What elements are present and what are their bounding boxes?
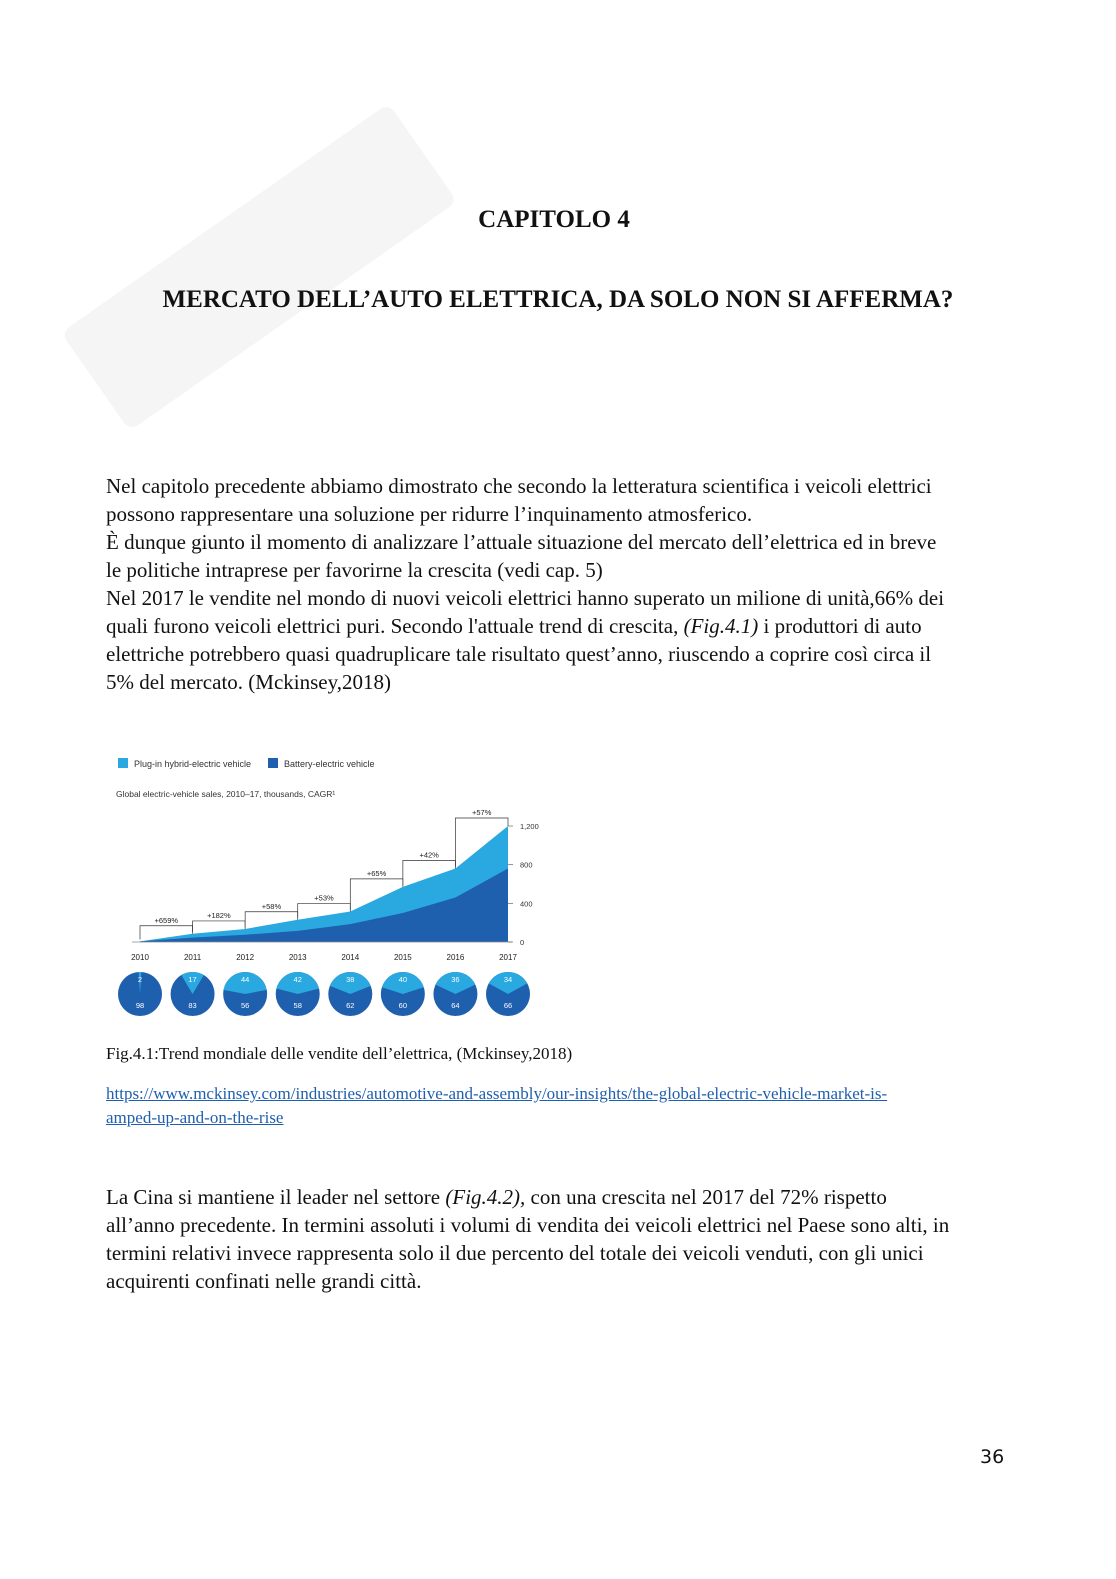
legend-swatch-phev (118, 758, 128, 768)
section-title: MERCATO DELL’AUTO ELETTRICA, DA SOLO NON SI AFFERMA? (162, 286, 954, 313)
pie-label-phev: 42 (293, 975, 302, 984)
pie-label-bev: 58 (293, 1001, 302, 1010)
growth-label: +57% (472, 808, 492, 817)
source-link[interactable]: https://www.mckinsey.com/industries/automotive-and-assembly/our-insights/the-global-electric-vehicle-market-is- amped-up-and-on-the-rise (106, 1084, 888, 1127)
text-line: elettriche potrebbero quasi quadruplicare tale risultato quest’anno, riuscendo a coprire così circa il (106, 642, 932, 666)
growth-label: +182% (207, 910, 231, 920)
x-tick-label: 2015 (393, 953, 412, 962)
pie-label-bev: 56 (240, 1001, 250, 1010)
page-number: 36 (980, 1446, 1005, 1468)
figure-reference: (Fig.4.1) (683, 614, 759, 638)
pie-label-phev: 36 (451, 975, 460, 984)
y-tick-label: 400 (520, 899, 533, 909)
figure-caption: Fig.4.1:Trend mondiale delle vendite dell’elettrica, (Mckinsey,2018) (106, 1044, 573, 1063)
pie-label-phev: 34 (503, 975, 513, 984)
text-line: È dunque giunto il momento di analizzare l’attuale situazione del mercato dell’elettrica ed in breve (106, 530, 937, 554)
text-line: acquirenti confinati nelle grandi città. (106, 1269, 422, 1293)
pie-label-phev: 17 (188, 975, 197, 984)
paragraph-intro (106, 472, 1006, 696)
y-tick-label: 0 (520, 938, 525, 947)
pie-label-bev: 98 (135, 1001, 145, 1010)
pie-label-bev: 60 (398, 1001, 408, 1010)
chapter-title: CAPITOLO 4 (478, 206, 630, 233)
pie-label-phev: 44 (240, 975, 250, 984)
text-line: all’anno precedente. In termini assoluti i volumi di vendita dei veicoli elettrici nel Paese sono alti, in (106, 1213, 950, 1237)
y-tick-label: 1,200 (520, 822, 539, 831)
text-line: 5% del mercato. (Mckinsey,2018) (106, 670, 391, 694)
legend-label-phev: Plug-in hybrid-electric vehicle (134, 759, 252, 769)
x-tick-label: 2012 (236, 953, 255, 962)
pie-label-bev: 62 (346, 1001, 355, 1010)
text-line: Nel capitolo precedente abbiamo dimostrato che secondo la letteratura scientifica i veicoli elettrici (106, 474, 932, 498)
x-tick-label: 2013 (288, 953, 307, 962)
watermark-logo (20, 60, 490, 480)
text-line: le politiche intraprese per favorirne la crescita (vedi cap. 5) (106, 558, 603, 582)
figure-reference: (Fig.4.2), (445, 1185, 526, 1209)
pie-label-bev: 83 (188, 1001, 197, 1010)
x-tick-label: 2014 (341, 953, 360, 962)
growth-label: +42% (419, 850, 439, 860)
pie-label-phev: 40 (398, 975, 408, 984)
pie-label-phev: 38 (346, 975, 355, 984)
legend-label-bev: Battery-electric vehicle (284, 759, 375, 769)
pie-label-bev: 66 (503, 1001, 513, 1010)
x-tick-label: 2016 (446, 953, 465, 962)
legend-swatch-bev (268, 758, 278, 768)
y-tick-label: 800 (520, 860, 533, 870)
chart-title: Global electric-vehicle sales, 2010–17, thousands, CAGR¹ (116, 789, 336, 799)
growth-label: +58% (261, 901, 282, 911)
text-line: termini relativi invece rappresenta solo il due percento del totale dei veicoli venduti, con gli unici (106, 1241, 924, 1265)
text-line: possono rappresentare una soluzione per ridurre l’inquinamento atmosferico. (106, 502, 753, 526)
growth-label: +53% (314, 893, 334, 903)
x-tick-label: 2011 (183, 953, 202, 962)
x-tick-label: 2017 (499, 953, 517, 962)
pie-label-bev: 64 (451, 1001, 460, 1010)
text-line: La Cina si mantiene il leader nel settore (Fig.4.2), con una crescita nel 2017 del 72% rispetto (106, 1185, 887, 1209)
paragraph-china (106, 1183, 1006, 1295)
growth-label: +659% (154, 915, 179, 925)
growth-label: +65% (366, 868, 387, 878)
x-tick-label: 2010 (131, 953, 149, 962)
pie-label-phev: 2 (137, 975, 143, 984)
text-line: Nel 2017 le vendite nel mondo di nuovi veicoli elettrici hanno superato un milione di unità,66% dei (106, 586, 945, 610)
ev-sales-chart (110, 748, 550, 1028)
text-line: quali furono veicoli elettrici puri. Secondo l'attuale trend di crescita, (Fig.4.1) i produttori di auto (106, 614, 922, 638)
